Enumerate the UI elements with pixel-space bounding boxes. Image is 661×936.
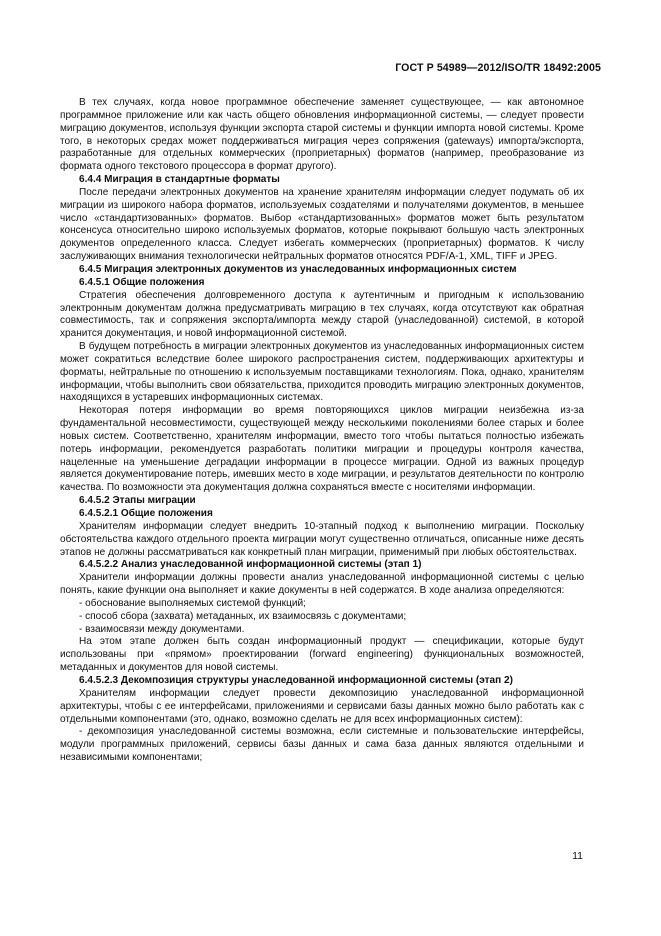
- paragraph: В будущем потребность в миграции электронных документов из унаследованных информационных систем может сократиться вследствие более широкого распространения систем, поддерживающих архитектуры и форматы, нейтральные по отношению к используемым поставщиками технологиям. Пока, однако, хранителям информации, чтобы выполнить свои обязательства, приходится проводить миграцию электронных документов, находящихся в устаревших информационных системах.: [60, 341, 584, 404]
- document-body: [60, 97, 584, 765]
- section-heading: 6.4.5.1 Общие положения: [79, 276, 205, 288]
- paragraph: Хранителям информации следует провести декомпозицию унаследованной информационной архитектуры, чтобы с ее интерфейсами, приложениями и сервисами базы данных можно было работать как с отдельными компонентами (это, однако, возможно сделать не для всех информационных систем):: [60, 687, 584, 725]
- section-heading: 6.4.5 Миграция электронных документов из унаследованных информационных систем: [79, 263, 517, 275]
- paragraph: Стратегия обеспечения долговременного доступа к аутентичным и пригодным к использованию электронным документам должна предусматривать миграцию в тех случаях, когда отсутствуют как обратная совместимость, так и сопряжения экспорта/импорта между старой (унаследованной) системой, в которой хранится документация, и новой информационной системой.: [60, 289, 584, 340]
- page-number: 11: [572, 850, 583, 862]
- paragraph: Некоторая потеря информации во время повторяющихся циклов миграции неизбежна из-за фундаментальной несовместимости, существующей между несколькими поколениями более старых и более новых систем. Соответственно, хранителям информации, вместо того чтобы пытаться полностью избежать потерь информации, рекомендуется разработать политики миграции и процедуры контроля качества, нацеленные на уменьшение деградации информации в процессе миграции. Одной из важных процедур является документирование потерь, имевших место в ходе миграции, и результатов деятельности по контролю качества. По возможности эта документация должна сохраняться вместе с носителями информации.: [60, 405, 584, 494]
- section-heading: 6.4.5.2.3 Декомпозиция структуры унаследованной информационной системы (этап 2): [79, 674, 513, 686]
- list-item: - декомпозиция унаследованной системы возможна, если системные и пользовательские интерфейсы, модули программных приложений, сервисы базы данных и сама база данных являются отдельными и независимыми компонентами;: [60, 726, 584, 764]
- standard-header: ГОСТ Р 54989—2012/ISO/TR 18492:2005: [395, 62, 601, 74]
- paragraph: Хранителям информации следует внедрить 10-этапный подход к выполнению миграции. Поскольку обстоятельства каждого отдельного проекта миграции могут существенно отличаться, описанные ниже десять этапов не должны рассматриваться как конкретный план миграции, применимый при любых обстоятельствах.: [60, 520, 584, 558]
- list-item: - взаимосвязи между документами.: [79, 623, 245, 635]
- section-heading: 6.4.5.2 Этапы миграции: [79, 495, 196, 507]
- section-heading: 6.4.4 Миграция в стандартные форматы: [79, 174, 280, 186]
- section-heading: 6.4.5.2.1 Общие положения: [79, 508, 213, 519]
- list-item: - способ сбора (захвата) метаданных, их взаимосвязь с документами;: [79, 610, 407, 622]
- list-item: - обоснование выполняемых системой функций;: [79, 597, 306, 609]
- paragraph: После передачи электронных документов на хранение хранителям информации следует подумать об их миграции из широкого набора форматов, используемых создателями и получателями документов, в меньшее число «стандартизованных» форматов. Выбор «стандартизованных» форматов может быть результатом консенсуса относительно широко используемых форматов, которые покрывают большую часть электронных документов определенного класса. Следует избегать коммерческих (проприетарных) форматов. К числу заслуживающих внимания технологически нейтральных форматов относятся PDF/A-1, XML, TIFF и JPEG.: [60, 186, 584, 263]
- paragraph: В тех случаях, когда новое программное обеспечение заменяет существующее, — как автономное программное приложение или как часть общего обновления информационной системы, — следует провести миграцию документов, используя функции экспорта старой системы и функции импорта новой системы. Кроме того, в некоторых средах может поддерживаться миграция через сопряжения (gateways) импорта/экспорта, разработанные для отдельных коммерческих (проприетарных) форматов (например, преобразование из формата одного текстового процессора в формат другого).: [60, 97, 584, 173]
- section-heading: 6.4.5.2.2 Анализ унаследованной информационной системы (этап 1): [79, 559, 422, 571]
- paragraph: На этом этапе должен быть создан информационный продукт — спецификации, которые будут использованы при «прямом» проектировании (forward engineering) функциональных возможностей, метаданных и документов для новой системы.: [60, 636, 584, 674]
- paragraph: Хранители информации должны провести анализ унаследованной информационной системы с целью понять, какие функции она выполняет и какие документы в ней содержатся. В ходе анализа определяются:: [60, 572, 584, 597]
